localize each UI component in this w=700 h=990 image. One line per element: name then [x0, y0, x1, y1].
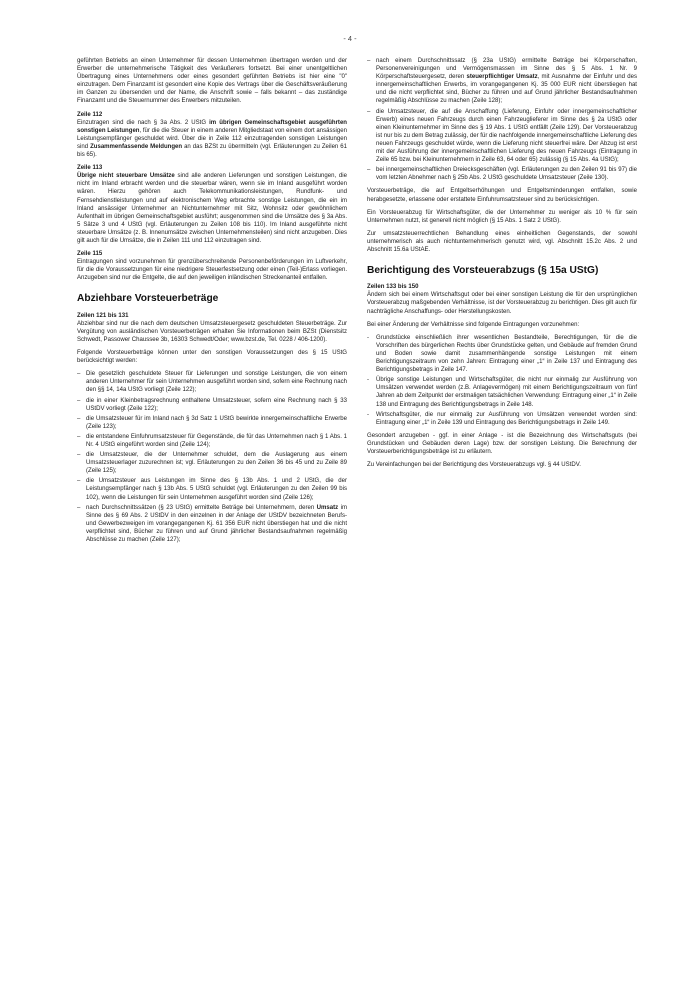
- paragraph: geführten Betriebs an einen Unternehmer für dessen Unternehmen übertragen werden und der Erwerber die unternehmerische Tätigkeit des Veräußerers fortsetzt. Bei einer unentgeltlichen Übertragung eines Unternehmens oder eines gesondert geführten Betriebs ist hier eine "0" einzutragen. Dem Finanzamt ist gesondert eine Kopie des Vertrags über die Geschäftsveräußerung im Ganzen zu übersenden und der Name, die Anschrift sowie – falls bekannt – das zuständige Finanzamt und die Steuernummer des Erwerbers mitzuteilen.: [77, 58, 347, 105]
- zeile-115-block: Zeile 115 Eintragungen sind vorzunehmen für grenzüberschreitende Personenbeförderungen im Luftverkehr, für die die Voraussetzungen für eine niedrigere Steuerfestsetzung oder einen (Teil-)Erlass vorliegen. Anzugeben sind nur die Entgelte, die auf den jeweiligen inländischen Streckenanteil entfallen.: [77, 251, 347, 282]
- zeile-112-block: Zeile 112 Einzutragen sind die nach § 3a Abs. 2 UStG im übrigen Gemeinschaftsgebiet ausgeführten sonstigen Leistungen, für die die Steuer in einem anderen Mitgliedstaat von einem dort ansässigen Leistungsempfänger geschuldet wird. Über die in Zeile 112 einzutragenden sonstigen Leistungen sind Zusammenfassende Meldungen an das BZSt zu übermitteln (vgl. Erläuterungen zu Zeilen 61 bis 65).: [77, 111, 348, 159]
- paragraph: Gesondert anzugeben - ggf. in einer Anlage - ist die Bezeichnung des Wirtschaftsguts (bei Grundstücken und Gebäuden deren Lage) bzw. der sonstigen Leistung. Die Berechnung der Vorsteuerberichtigungsbeträge ist zu erläutern.: [367, 432, 637, 455]
- zeilen-121-131-block: Zeilen 121 bis 131 Abziehbar sind nur die nach dem deutschen Umsatzsteuergesetz geschuldeten Steuerbeträge. Zur Vergütung von ausländischen Vorsteuerbeträgen erhalten Sie Informationen beim BZSt (Dienstsitz Schwedt, Passower Chaussee 3b, 16303 Schwedt/Oder; www.bzst.de, Tel. 0228 / 406-1200).: [77, 312, 347, 343]
- berichtigung-list: [367, 334, 637, 427]
- left-column: [77, 57, 347, 549]
- list-item: – Die gesetzlich geschuldete Steuer für Lieferungen und sonstige Leistungen, die von einem anderen Unternehmer für sein Unternehmen ausgeführt worden sind, sofern eine Rechnung nach den §§ 14, 14a UStG vorliegt (Zeile 122);: [77, 370, 347, 394]
- list-item: – die Umsatzsteuer aus Leistungen im Sinne des § 13b Abs. 1 und 2 UStG, die der Leistungsempfänger nach § 13b Abs. 5 UStG schuldet (vgl. Erläuterungen zu den Zeilen 99 bis 102), wenn die Leistungen für sein Unternehmen ausgeführt worden sind (Zeile 126);: [77, 477, 347, 501]
- paragraph: Zur umsatzsteuerrechtlichen Behandlung eines einheitlichen Gegenstands, der sowohl unternehmerisch als auch nichtunternehmerisch genutzt wird, vgl. Abschnitt 15.2c Abs. 2 und Abschnitt 15.6a UStAE.: [367, 230, 637, 253]
- list-item: – bei innergemeinschaftlichen Dreiecksgeschäften (vgl. Erläuterungen zu den Zeilen 91 bis 97) die vom letzten Abnehmer nach § 25b Abs. 2 UStG geschuldete Umsatzsteuer (Zeile 130).: [367, 166, 637, 182]
- subheading: Zeile 115: [77, 251, 103, 258]
- right-column: [367, 57, 637, 474]
- section-title: Abziehbare Vorsteuerbeträge: [77, 293, 219, 305]
- vorsteuer-list: [77, 370, 347, 544]
- section-title: Berichtigung des Vorsteuerabzugs (§ 15a UStG): [367, 265, 599, 277]
- zeile-113-block: Zeile 113 Übrige nicht steuerbare Umsätze sind alle anderen Lieferungen und sonstigen Leistungen, die nicht im Inland erbracht werden und die steuerbar wären, wenn sie im Inland ausgeführt worden wären. Hierzu gehören auch Telekommunikationsleistungen, Rundfunk- und Fernsehdienstleistungen und auf elektronischem Weg erbrachte sonstige Leistungen, die ein im Inland ansässiger Unternehmer an Nichtunternehmer mit Sitz, Wohnsitz oder gewöhnlichem Aufenthalt im übrigen Gemeinschaftsgebiet ausführt; ausgenommen sind die Umsätze des § 3a Abs. 5 Sätze 3 und 4 UStG (vgl. Erläuterungen zu Zeilen 108 bis 110). Im Inland ausgeführte nicht steuerbare Umsätze (z. B. Innenumsätze zwischen Unternehmensteilen) sind nicht anzugeben. Dies gilt auch für die Umsätze, die in Zeilen 111 und 112 einzutragen sind.: [77, 165, 347, 244]
- list-item: – die Umsatzsteuer, die der Unternehmer schuldet, dem die Auslagerung aus einem Umsatzsteuerlager zuzurechnen ist; vgl. Erläuterungen zu den Zeilen 36 bis 45 und zu Zeile 89 (Zeile 125);: [77, 451, 347, 475]
- list-item: – nach Durchschnittssätzen (§ 23 UStG) ermittelte Beträge bei Unternehmern, deren Umsatz im Sinne des § 69 Abs. 2 UStDV in den einzelnen in der Anlage der UStDV bezeichneten Berufs- und Gewerbezweigen im vorangegangenen Kj. 61 356 EUR nicht überstiegen hat und die nicht verpflichtet sind, Bücher zu führen und auf Grund jährlicher Bestandsaufnahmen regelmäßig Abschlüsse zu machen (Zeile 127);: [77, 504, 347, 544]
- page-number: - 4 -: [343, 34, 357, 43]
- vorsteuer-list-continued: [367, 57, 637, 182]
- list-item: – die entstandene Einfuhrumsatzsteuer für Gegenstände, die für das Unternehmen nach § 1 Abs. 1 Nr. 4 UStG eingeführt worden sind (Zeile 124);: [77, 433, 347, 449]
- subheading: Zeile 112: [77, 111, 103, 118]
- list-item: - Grundstücke einschließlich ihrer wesentlichen Bestandteile, Berechtigungen, für die die Vorschriften des bürgerlichen Rechts über Grundstücke gelten, und Gebäude auf fremden Grund und Boden sowie damit zusammenhängende sonstige Leistungen mit einem Berichtigungszeitraum von zehn Jahren: Eintragung einer „1“ in Zeile 137 und Eintragung des Berichtigungsbetrags in Zeile 147.: [367, 334, 637, 374]
- list-item: - Übrige sonstige Leistungen und Wirtschaftsgüter, die nicht nur einmalig zur Ausführung von Umsätzen verwendet werden (z.B. Anlagevermögen) mit einem Berichtigungszeitraum von fünf Jahren ab dem Zeitpunkt der erstmaligen tatsächlichen Verwendung: Eintragung einer „1“ in Zeile 138 und Eintragung des Berichtigungsbetrags in Zeile 148.: [367, 376, 637, 408]
- list-item: - Wirtschaftsgüter, die nur einmalig zur Ausführung von Umsätzen verwendet worden sind: Eintragung einer „1“ in Zeile 139 und Eintragung des Berichtigungsbetrags in Zeile 149.: [367, 411, 637, 427]
- paragraph: Ein Vorsteuerabzug für Wirtschaftsgüter, die der Unternehmer zu weniger als 10 % für sein Unternehmen nutzt, ist generell nicht möglich (§ 15 Abs. 1 Satz 2 UStG).: [367, 209, 637, 224]
- list-item: – die in einer Kleinbetragsrechnung enthaltene Umsatzsteuer, sofern eine Rechnung nach § 33 UStDV vorliegt (Zeile 122);: [77, 397, 347, 413]
- list-item: – die Umsatzsteuer für im Inland nach § 3d Satz 1 UStG bewirkte innergemeinschaftliche Erwerbe (Zeile 123);: [77, 415, 347, 431]
- list-item: – die Umsatzsteuer, die auf die Anschaffung (Lieferung, Einfuhr oder innergemeinschaftlicher Erwerb) eines neuen Fahrzeugs durch einen Fahrzeuglieferer im Sinne des § 2a UStG oder einen Kleinunternehmer im Sinne des § 19 Abs. 1 UStG entfällt (Zeile 129). Der Vorsteuerabzug ist nur bis zu dem Betrag zulässig, der für die nachfolgende innergemeinschaftliche Lieferung des neuen Fahrzeugs geschuldet würde, wenn die Lieferung nicht steuerfrei wäre. Der Abzug ist erst mit der Ausführung der innergemeinschaftlichen Lieferung des neuen Fahrzeugs (Eintragung in Zeile 65 bzw. bei Kleinunternehmern in Zeile 63, 64 oder 65) zulässig (§ 15 Abs. 4a UStG);: [367, 108, 637, 165]
- paragraph: Bei einer Änderung der Verhältnisse sind folgende Eintragungen vorzunehmen:: [367, 321, 580, 328]
- subheading: Zeilen 133 bis 150: [367, 284, 419, 291]
- paragraph: Folgende Vorsteuerbeträge können unter den sonstigen Voraussetzungen des § 15 UStG berücksichtigt werden:: [77, 350, 347, 365]
- list-item: – nach einem Durchschnittssatz (§ 23a UStG) ermittelte Beträge bei Körperschaften, Personenvereinigungen und Vermögensmassen im Sinne des § 5 Abs. 1 Nr. 9 Körperschaftsteuergesetz, deren steuerpflichtiger Umsatz, mit Ausnahme der Einfuhr und des innergemeinschaftlichen Erwerbs, im vorangegangenen Kj. 35 000 EUR nicht überstiegen hat und die nicht verpflichtet sind, Bücher zu führen und auf Grund jährlicher Bestandsaufnahmen regelmäßig Abschlüsse zu machen (Zeile 128);: [367, 57, 637, 106]
- subheading: Zeile 113: [77, 165, 103, 172]
- paragraph: Vorsteuerbeträge, die auf Entgeltserhöhungen und Entgeltsminderungen entfallen, sowie herabgesetzte, erlassene oder erstattete Einfuhrumsatzsteuer sind zu berücksichtigen.: [367, 188, 637, 203]
- paragraph: Zu Vereinfachungen bei der Berichtigung des Vorsteuerabzugs vgl. § 44 UStDV.: [367, 462, 581, 469]
- zeilen-133-150-block: Zeilen 133 bis 150 Ändern sich bei einem Wirtschaftsgut oder bei einer sonstigen Leistung die für den ursprünglichen Vorsteuerabzug maßgebenden Verhältnisse, ist der Vorsteuerabzug zu berichtigen. Dies gilt auch für nachträgliche Anschaffungs- oder Herstellungskosten.: [367, 284, 637, 315]
- subheading: Zeilen 121 bis 131: [77, 312, 129, 319]
